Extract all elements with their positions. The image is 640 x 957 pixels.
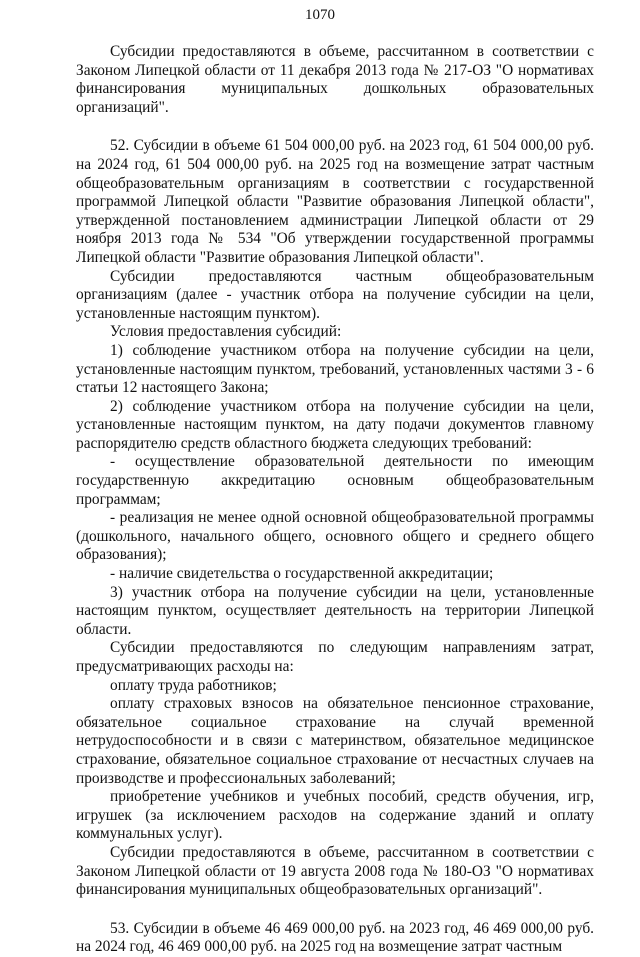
paragraph-conditions-heading: Условия предоставления субсидий: (110, 323, 342, 341)
paragraph-expense-textbooks: приобретение учебников и учебных пособий, средств обучения, игр, игрушек (за исключением расходов на содержание зданий и оплату коммунальных услуг). (76, 788, 594, 843)
paragraph-funding-basis-general: Субсидии предоставляются в объеме, рассчитанном в соответствии с Законом Липецкой области от 19 августа 2008 года № 180-ОЗ "О нормативах финансирования муниципальных общеобразовательных организаций". (76, 843, 594, 899)
paragraph-expense-insurance: оплату страховых взносов на обязательное пенсионное страхование, обязательное социальное страхование на случай временной нетрудоспособности и в связи с материнством, обязательное медицинское страхование, обязательное социальное страхование от несчастных случаев на производстве и профессиональных заболеваний; (76, 695, 594, 787)
paragraph-condition-1: 1) соблюдение участником отбора на получение субсидии на цели, установленные настоящим пунктом, требований, установленных частями 3 - 6 статьи 12 настоящего Закона; (76, 341, 594, 397)
paragraph-item-52: 52. Субсидии в объеме 61 504 000,00 руб. на 2023 год, 61 504 000,00 руб. на 2024 год, 61 504 000,00 руб. на 2025 год на возмещение затрат частным общеобразовательным организациям в соответствии с государственной программой Липецкой области "Развитие образования Липецкой области", утвержденной постановлением администрации Липецкой области от 29 ноября 2013 года № 534 "Об утверждении государственной программы Липецкой области "Развитие образования Липецкой области". (76, 137, 594, 266)
paragraph-expense-salary: оплату труда работников; (110, 676, 277, 694)
paragraph-funding-basis-preschool: Субсидии предоставляются в объеме, рассчитанном в соответствии с Законом Липецкой области от 11 декабря 2013 года № 217-ОЗ "О нормативах финансирования муниципальных дошкольных образовательных организаций". (76, 43, 594, 116)
paragraph-requirement-certificate: - наличие свидетельства о государственной аккредитации; (110, 565, 494, 583)
paragraph-item-53: 53. Субсидии в объеме 46 469 000,00 руб. на 2023 год, 46 469 000,00 руб. на 2024 год, 46 469 000,00 руб. на 2025 год на возмещение затрат частным (76, 919, 594, 956)
paragraph-requirement-program: - реализация не менее одной основной общеобразовательной программы (дошкольного, начального общего, основного общего и среднего общего образования); (76, 509, 594, 564)
paragraph-condition-3: 3) участник отбора на получение субсидии на цели, установленные настоящим пунктом, осуществляет деятельность на территории Липецкой области. (76, 583, 594, 638)
paragraph-recipients: Субсидии предоставляются частным общеобразовательным организациям (далее - участник отбора на получение субсидии на цели, установленные настоящим пунктом). (76, 267, 594, 322)
paragraph-condition-2: 2) соблюдение участником отбора на получение субсидии на цели, установленные настоящим пунктом, на дату подачи документов главному распорядителю средств областного бюджета следующих требований: (76, 397, 594, 452)
page-number: 1070 (305, 7, 335, 23)
paragraph-requirement-accreditation-programs: - осуществление образовательной деятельности по имеющим государственную аккредитацию основным общеобразовательным программам; (76, 453, 594, 508)
paragraph-expense-directions: Субсидии предоставляются по следующим направлениям затрат, предусматривающих расходы на: (76, 639, 594, 675)
document-body (76, 43, 594, 957)
